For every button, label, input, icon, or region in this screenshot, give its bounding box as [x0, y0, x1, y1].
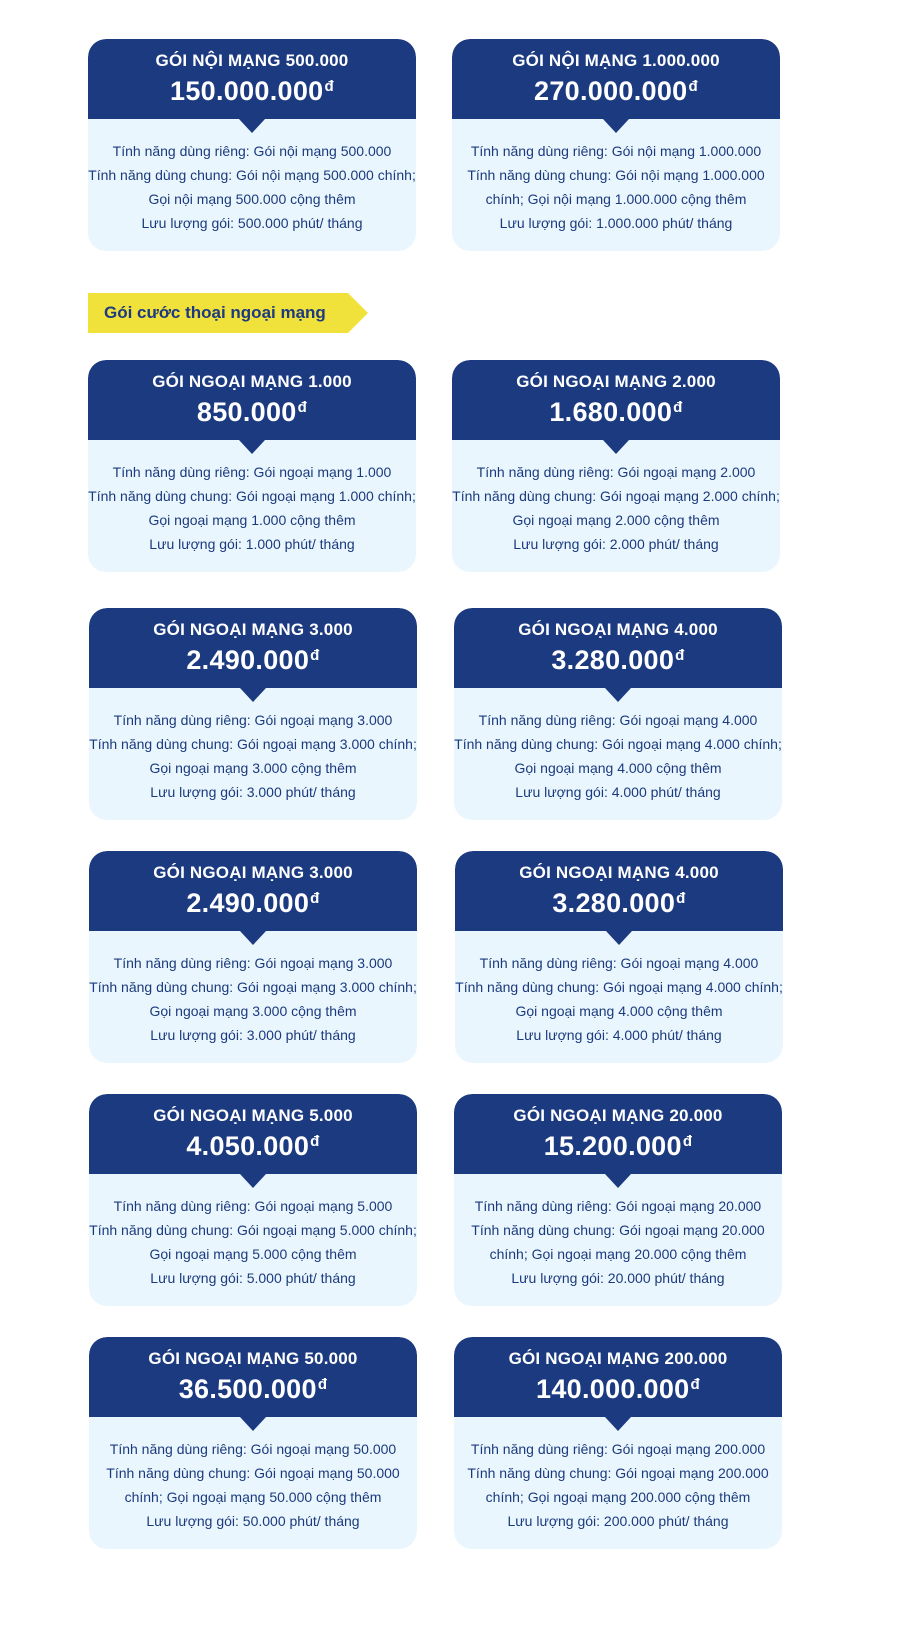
detail-line: Tính năng dùng riêng: Gói ngoại mạng 5.000: [113, 1198, 393, 1214]
detail-line: Tính năng dùng riêng: Gói ngoại mạng 2.000: [476, 464, 756, 480]
package-card[interactable]: [452, 360, 780, 572]
pointer-arrow-icon: [605, 688, 631, 702]
price-value: 2.490.000: [186, 645, 310, 675]
currency-symbol: đ: [310, 890, 320, 907]
package-price: [89, 645, 417, 676]
detail-line: Tính năng dùng riêng: Gói ngoại mạng 3.000: [113, 955, 393, 971]
package-header: [89, 1337, 417, 1417]
detail-line: Gọi ngoại mạng 3.000 cộng thêm: [149, 1003, 357, 1019]
price-value: 3.280.000: [552, 888, 676, 918]
package-header: [89, 608, 417, 688]
detail-line: Tính năng dùng riêng: Gói ngoại mạng 3.000: [113, 712, 393, 728]
package-card[interactable]: [89, 1094, 417, 1306]
detail-line: Lưu lượng gói: 50.000 phút/ tháng: [146, 1513, 360, 1529]
package-name: GÓI NGOẠI MẠNG 50.000: [148, 1349, 358, 1368]
package-details: [454, 708, 782, 804]
detail-line: Tính năng dùng chung: Gói ngoại mạng 1.000 chính;: [88, 488, 416, 504]
detail-line: Tính năng dùng chung: Gói ngoại mạng 3.000 chính;: [89, 736, 417, 752]
price-value: 150.000.000: [170, 76, 324, 106]
detail-line: Lưu lượng gói: 20.000 phút/ tháng: [511, 1270, 725, 1286]
package-details: [89, 708, 417, 804]
detail-line: Lưu lượng gói: 4.000 phút/ tháng: [516, 1027, 722, 1043]
package-details: [454, 1194, 782, 1290]
currency-symbol: đ: [297, 399, 308, 416]
package-header: [454, 1337, 782, 1417]
package-name: GÓI NGOẠI MẠNG 5.000: [153, 1106, 353, 1125]
pointer-arrow-icon: [239, 119, 265, 133]
package-price: [452, 397, 780, 428]
package-name: GÓI NGOẠI MẠNG 3.000: [153, 863, 353, 882]
currency-symbol: đ: [310, 1133, 320, 1150]
package-details: [88, 460, 416, 556]
detail-line: Tính năng dùng riêng: Gói ngoại mạng 20.000: [474, 1198, 762, 1214]
price-value: 4.050.000: [186, 1131, 310, 1161]
price-value: 270.000.000: [534, 76, 688, 106]
detail-line: Lưu lượng gói: 500.000 phút/ tháng: [141, 215, 363, 231]
package-name: GÓI NGOẠI MẠNG 3.000: [153, 620, 353, 639]
price-value: 3.280.000: [551, 645, 675, 675]
package-card[interactable]: [89, 608, 417, 820]
package-card[interactable]: [89, 851, 417, 1063]
pointer-arrow-icon: [240, 1417, 266, 1431]
package-card[interactable]: [88, 360, 416, 572]
package-name: GÓI NGOẠI MẠNG 20.000: [513, 1106, 723, 1125]
price-value: 1.680.000: [549, 397, 673, 427]
detail-line: Tính năng dùng chung: Gói ngoại mạng 20.000: [471, 1222, 765, 1238]
package-price: [452, 76, 780, 107]
currency-symbol: đ: [675, 647, 685, 664]
package-price: [454, 1131, 782, 1162]
pointer-arrow-icon: [240, 688, 266, 702]
detail-line: Tính năng dùng chung: Gói nội mạng 1.000.000: [467, 167, 765, 183]
package-name: GÓI NGOẠI MẠNG 1.000: [152, 372, 352, 391]
currency-symbol: đ: [676, 890, 686, 907]
pointer-arrow-icon: [605, 1417, 631, 1431]
detail-line: Tính năng dùng riêng: Gói nội mạng 1.000.000: [470, 143, 762, 159]
detail-line: Gọi nội mạng 500.000 cộng thêm: [148, 191, 356, 207]
detail-line: Gọi ngoại mạng 3.000 cộng thêm: [149, 760, 357, 776]
detail-line: Tính năng dùng riêng: Gói ngoại mạng 4.000: [479, 955, 759, 971]
package-price: [455, 888, 783, 919]
package-name: GÓI NGOẠI MẠNG 4.000: [519, 863, 719, 882]
detail-line: Tính năng dùng chung: Gói ngoại mạng 4.000 chính;: [454, 736, 782, 752]
pointer-arrow-icon: [606, 931, 632, 945]
package-card[interactable]: [88, 39, 416, 251]
package-card[interactable]: [452, 39, 780, 251]
package-header: [88, 39, 416, 119]
detail-line: Gọi ngoại mạng 5.000 cộng thêm: [149, 1246, 357, 1262]
price-value: 15.200.000: [543, 1131, 682, 1161]
detail-line: Tính năng dùng chung: Gói ngoại mạng 3.000 chính;: [89, 979, 417, 995]
detail-line: Lưu lượng gói: 5.000 phút/ tháng: [150, 1270, 356, 1286]
package-details: [88, 139, 416, 235]
package-details: [454, 1437, 782, 1533]
pointer-arrow-icon: [603, 440, 629, 454]
price-value: 2.490.000: [186, 888, 310, 918]
package-header: [88, 360, 416, 440]
detail-line: Gọi ngoại mạng 4.000 cộng thêm: [514, 760, 722, 776]
detail-line: Lưu lượng gói: 1.000 phút/ tháng: [149, 536, 355, 552]
package-details: [89, 1194, 417, 1290]
detail-line: chính; Gọi nội mạng 1.000.000 cộng thêm: [485, 191, 747, 207]
package-details: [89, 1437, 417, 1533]
package-details: [452, 460, 780, 556]
detail-line: Tính năng dùng chung: Gói ngoại mạng 2.000 chính;: [452, 488, 780, 504]
package-header: [455, 851, 783, 931]
currency-symbol: đ: [690, 1376, 700, 1393]
detail-line: Lưu lượng gói: 2.000 phút/ tháng: [513, 536, 719, 552]
package-header: [89, 851, 417, 931]
detail-line: Lưu lượng gói: 3.000 phút/ tháng: [150, 784, 356, 800]
price-value: 36.500.000: [178, 1374, 317, 1404]
pointer-arrow-icon: [605, 1174, 631, 1188]
package-name: GÓI NỘI MẠNG 1.000.000: [512, 51, 720, 70]
detail-line: Tính năng dùng chung: Gói ngoại mạng 50.000: [106, 1465, 400, 1481]
package-header: [454, 608, 782, 688]
detail-line: Gọi ngoại mạng 4.000 cộng thêm: [515, 1003, 723, 1019]
detail-line: Tính năng dùng chung: Gói ngoại mạng 4.000 chính;: [455, 979, 783, 995]
detail-line: Gọi ngoại mạng 2.000 cộng thêm: [512, 512, 720, 528]
package-name: GÓI NGOẠI MẠNG 200.000: [508, 1349, 728, 1368]
section-label-outbound-calls: Gói cước thoại ngoại mạng: [88, 293, 348, 333]
detail-line: chính; Gọi ngoại mạng 200.000 cộng thêm: [485, 1489, 751, 1505]
package-details: [452, 139, 780, 235]
detail-line: Tính năng dùng riêng: Gói nội mạng 500.000: [112, 143, 392, 159]
pointer-arrow-icon: [239, 440, 265, 454]
package-name: GÓI NGOẠI MẠNG 2.000: [516, 372, 716, 391]
package-price: [89, 1374, 417, 1405]
currency-symbol: đ: [673, 399, 683, 416]
package-header: [452, 360, 780, 440]
package-card[interactable]: [454, 1337, 782, 1549]
detail-line: chính; Gọi ngoại mạng 50.000 cộng thêm: [124, 1489, 382, 1505]
detail-line: Tính năng dùng riêng: Gói ngoại mạng 50.000: [109, 1441, 397, 1457]
pointer-arrow-icon: [603, 119, 629, 133]
package-header: [454, 1094, 782, 1174]
package-price: [89, 888, 417, 919]
package-header: [452, 39, 780, 119]
package-name: GÓI NỘI MẠNG 500.000: [155, 51, 349, 70]
detail-line: Tính năng dùng chung: Gói ngoại mạng 5.000 chính;: [89, 1222, 417, 1238]
detail-line: Tính năng dùng chung: Gói nội mạng 500.000 chính;: [88, 167, 416, 183]
package-header: [89, 1094, 417, 1174]
detail-line: Lưu lượng gói: 1.000.000 phút/ tháng: [499, 215, 733, 231]
detail-line: Tính năng dùng riêng: Gói ngoại mạng 4.000: [478, 712, 758, 728]
currency-symbol: đ: [688, 78, 698, 95]
price-value: 140.000.000: [536, 1374, 690, 1404]
price-value: 850.000: [196, 397, 297, 427]
detail-line: Tính năng dùng riêng: Gói ngoại mạng 1.000: [112, 464, 392, 480]
package-details: [455, 951, 783, 1047]
package-card[interactable]: [89, 1337, 417, 1549]
currency-symbol: đ: [324, 78, 334, 95]
package-name: GÓI NGOẠI MẠNG 4.000: [518, 620, 718, 639]
currency-symbol: đ: [310, 647, 320, 664]
detail-line: Gọi ngoại mạng 1.000 cộng thêm: [148, 512, 356, 528]
package-details: [89, 951, 417, 1047]
detail-line: Lưu lượng gói: 4.000 phút/ tháng: [515, 784, 721, 800]
pointer-arrow-icon: [240, 931, 266, 945]
detail-line: Lưu lượng gói: 3.000 phút/ tháng: [150, 1027, 356, 1043]
detail-line: Tính năng dùng chung: Gói ngoại mạng 200.000: [467, 1465, 769, 1481]
package-card[interactable]: [454, 608, 782, 820]
detail-line: chính; Gọi ngoại mạng 20.000 cộng thêm: [489, 1246, 747, 1262]
currency-symbol: đ: [682, 1133, 693, 1150]
detail-line: Tính năng dùng riêng: Gói ngoại mạng 200.000: [470, 1441, 766, 1457]
package-price: [88, 76, 416, 107]
package-card[interactable]: [455, 851, 783, 1063]
package-price: [454, 1374, 782, 1405]
package-price: [89, 1131, 417, 1162]
detail-line: Lưu lượng gói: 200.000 phút/ tháng: [507, 1513, 729, 1529]
package-card[interactable]: [454, 1094, 782, 1306]
package-price: [454, 645, 782, 676]
package-price: [88, 397, 416, 428]
pointer-arrow-icon: [240, 1174, 266, 1188]
currency-symbol: đ: [317, 1376, 328, 1393]
